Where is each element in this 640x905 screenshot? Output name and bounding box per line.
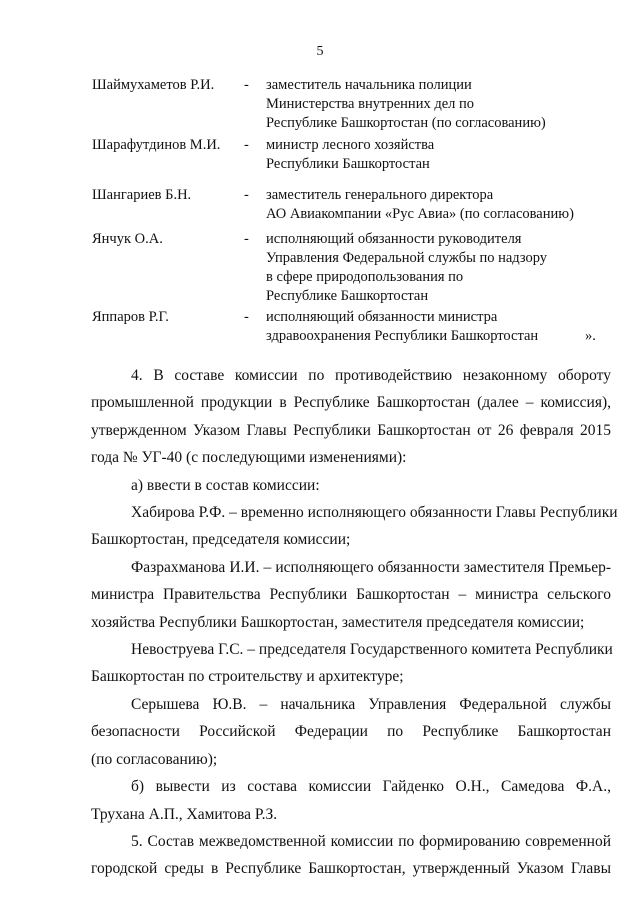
paragraph-member [91, 499, 618, 554]
closing-quote: ». [585, 328, 596, 344]
member-name: Яппаров Р.Г. [92, 309, 169, 325]
role-line: в сфере природопользования по [266, 269, 464, 285]
decree-body [91, 362, 618, 883]
role-line: заместитель начальника полиции [266, 77, 472, 93]
role-line: Республики Башкортостан [266, 156, 430, 172]
paragraph-member [91, 554, 611, 636]
text-line: Башкортостан, председателя комиссии; [91, 531, 351, 549]
text-line: 4. В составе комиссии по противодействию незаконному обороту [131, 367, 611, 384]
member-dash: - [244, 187, 249, 203]
role-line: Республике Башкортостан (по согласованию) [266, 115, 546, 131]
member-role [266, 186, 611, 224]
paragraph-subitem-a [91, 472, 611, 499]
member-role [266, 76, 611, 133]
text-line: Трухана А.П., Хамитова Р.З. [91, 805, 278, 823]
paragraph-item-5 [91, 828, 611, 883]
member-name: Шарафутдинов М.И. [92, 137, 221, 153]
text-line: Хабирова Р.Ф. – временно исполняющего обязанности Главы Республики [131, 504, 618, 522]
text-line: а) ввести в состав комиссии: [131, 476, 320, 494]
role-line: заместитель генерального директора [266, 187, 494, 203]
member-name: Шангариев Б.Н. [92, 187, 192, 203]
role-line-text: здравоохранения Республики Башкортостан [266, 328, 539, 344]
text-line: безопасности Российской Федерации по Республике Башкортостан [91, 723, 611, 741]
role-line: Министерства внутренних дел по [266, 96, 475, 112]
text-line: Невоструева Г.С. – председателя Государственного комитета Республики [131, 641, 613, 659]
role-line: исполняющий обязанности руководителя [266, 231, 522, 247]
member-dash: - [244, 77, 249, 93]
paragraph-member [91, 636, 611, 691]
text-line: промышленной продукции в Республике Башкортостан (далее – комиссия), [91, 394, 611, 412]
text-line: 5. Состав межведомственной комиссии по формированию современной [131, 832, 611, 850]
paragraph-item-4 [91, 362, 611, 472]
member-dash: - [244, 309, 249, 325]
text-line: Фазрахманова И.И. – исполняющего обязанности заместителя Премьер- [131, 558, 611, 576]
member-name: Шаймухаметов Р.И. [92, 77, 215, 93]
text-line: хозяйства Республики Башкортостан, заместителя председателя комиссии; [91, 613, 585, 631]
page-number: 5 [316, 44, 324, 59]
role-line: министр лесного хозяйства [266, 137, 435, 153]
role-line: исполняющий обязанности министра [266, 309, 498, 325]
text-line: (по согласованию); [91, 750, 218, 768]
member-role [266, 230, 611, 306]
member-dash: - [244, 231, 249, 247]
member-role [266, 308, 611, 346]
role-line: Республике Башкортостан [266, 288, 429, 304]
role-line: Управления Федеральной службы по надзору [266, 250, 548, 266]
member-dash: - [244, 137, 249, 153]
text-line: министра Правительства Республики Башкортостан – министра сельского [91, 586, 611, 604]
text-line: б) вывести из состава комиссии Гайденко О.Н., Самедова Ф.А., [131, 778, 611, 796]
text-line: года № УГ-40 (с последующими изменениями): [91, 449, 407, 467]
paragraph-member [91, 691, 611, 773]
paragraph-subitem-b [91, 773, 611, 828]
member-role [266, 136, 611, 174]
text-line: Башкортостан по строительству и архитектуре; [91, 668, 404, 686]
text-line: Серышева Ю.В. – начальника Управления Федеральной службы [131, 695, 611, 713]
role-line [266, 327, 611, 346]
text-line: утвержденном Указом Главы Республики Башкортостан от 26 февраля 2015 [91, 421, 611, 439]
role-line: АО Авиакомпании «Рус Авиа» (по согласованию) [266, 206, 574, 222]
member-name: Янчук О.А. [92, 231, 163, 247]
text-line: городской среды в Республике Башкортостан, утвержденный Указом Главы [91, 860, 611, 878]
